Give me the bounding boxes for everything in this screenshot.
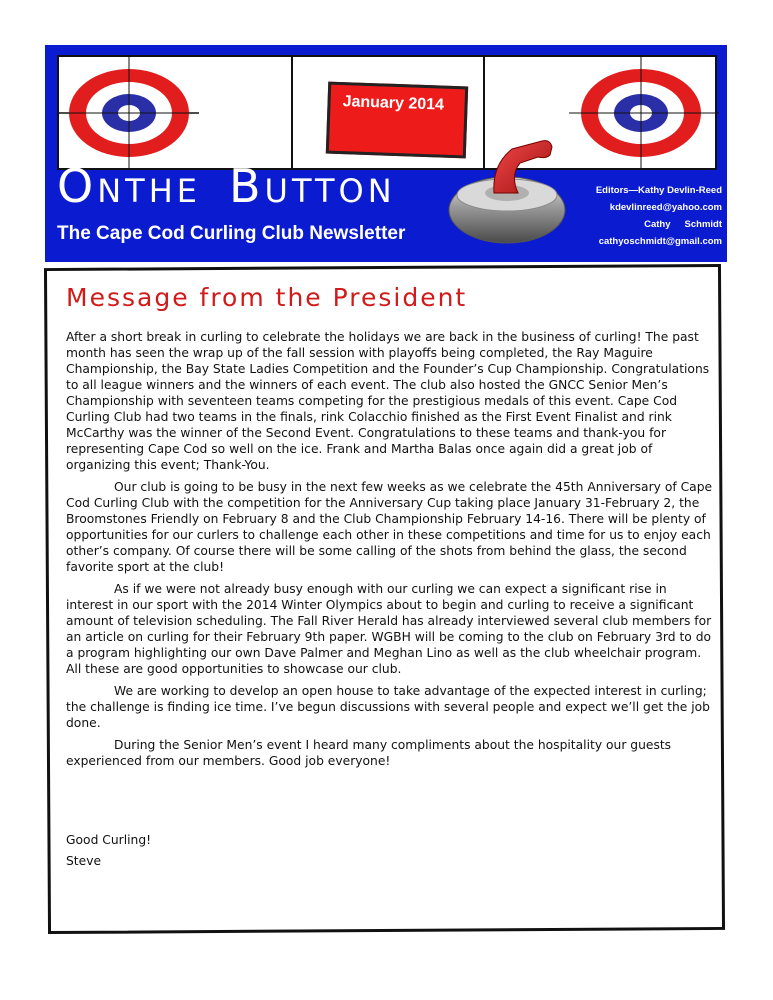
newsletter-title: [57, 159, 396, 213]
title-initial-o: O: [57, 159, 98, 213]
article-paragraph: During the Senior Men’s event I heard many compliments about the hospitality our guests experienced from our members. Good job everyone!: [66, 738, 672, 768]
article-paragraph: As if we were not already busy enough with our curling we can expect a significant rise in interest in our sport with the 2014 Winter Olympics about to begin and curling to receive a significant amount of television scheduling. The Fall River Herald has already interviewed several club members for an article on curling for their February 9th paper. WGBH will be coming to the club on February 3rd to do a program highlighting our own Dave Palmer and Meghan Lino as well as the club wheelchair program. All these are good opportunities to showcase our club.: [66, 582, 712, 676]
editor-email-1[interactable]: kdevlinreed@yahoo.com: [609, 202, 722, 213]
article-paragraph: Our club is going to be busy in the next few weeks as we celebrate the 45th Anniversary of Cape Cod Curling Club with the competition for the Anniversary Cup taking place January 31-February 2, the Broomstones Friendly on February 8 and the Club Championship February 14-16. There will be plenty of opportunities for our curlers to challenge each other in these competitions and time for us to enjoy each other’s company. Of course there will be some calling of the shots from behind the glass, the second favorite sport at the club!: [66, 480, 713, 574]
curling-house-left-icon: [59, 57, 199, 168]
signature: Steve: [66, 854, 102, 868]
editor-name-2: Cathy Schmidt: [644, 219, 722, 230]
sheet-divider: [291, 57, 293, 168]
editors-heading: Editors—Kathy Devlin-Reed: [595, 185, 722, 196]
editor-email-2[interactable]: cathyoschmidt@gmail.com: [598, 236, 722, 247]
title-word-onthe: NTHE: [97, 172, 201, 210]
article-body: [66, 329, 714, 775]
newsletter-subtitle: The Cape Cod Curling Club Newsletter: [57, 223, 406, 244]
article-closing: [66, 830, 151, 872]
masthead: [45, 45, 727, 262]
article-heading: Message from the President: [66, 283, 468, 312]
closing-line: Good Curling!: [66, 833, 152, 847]
title-initial-b: B: [228, 159, 265, 213]
curling-sheet-graphic: [57, 55, 717, 170]
title-word-button: UTTON: [264, 172, 396, 210]
curling-house-right-icon: [569, 57, 719, 168]
issue-date: January 2014: [342, 93, 445, 114]
curling-stone-icon: [442, 135, 572, 250]
editors-block: [572, 182, 722, 250]
article-paragraph: After a short break in curling to celebrate the holidays we are back in the business of curling! The past month has seen the wrap up of the fall session with playoffs being completed, the Ray Maguire Championship, the Bay State Ladies Competition and the Founder’s Cup Championship. Congratulations to all league winners and the winners of each event. The club also hosted the GNCC Senior Men’s Championship with seventeen teams competing for the prestigious medals of this event. Cape Cod Curling Club had two teams in the finals, rink Colacchio finished as the First Event Finalist and rink McCarthy was the winner of the Second Event. Congratulations to these teams and thank-you for representing Cape Cod so well on the ice. Frank and Martha Balas once again did a great job of organizing this event; Thank-You.: [66, 330, 710, 472]
article-paragraph: We are working to develop an open house to take advantage of the expected interest in curling; the challenge is finding ice time. I’ve begun discussions with several people and expect we’ll get the job done.: [66, 684, 710, 730]
